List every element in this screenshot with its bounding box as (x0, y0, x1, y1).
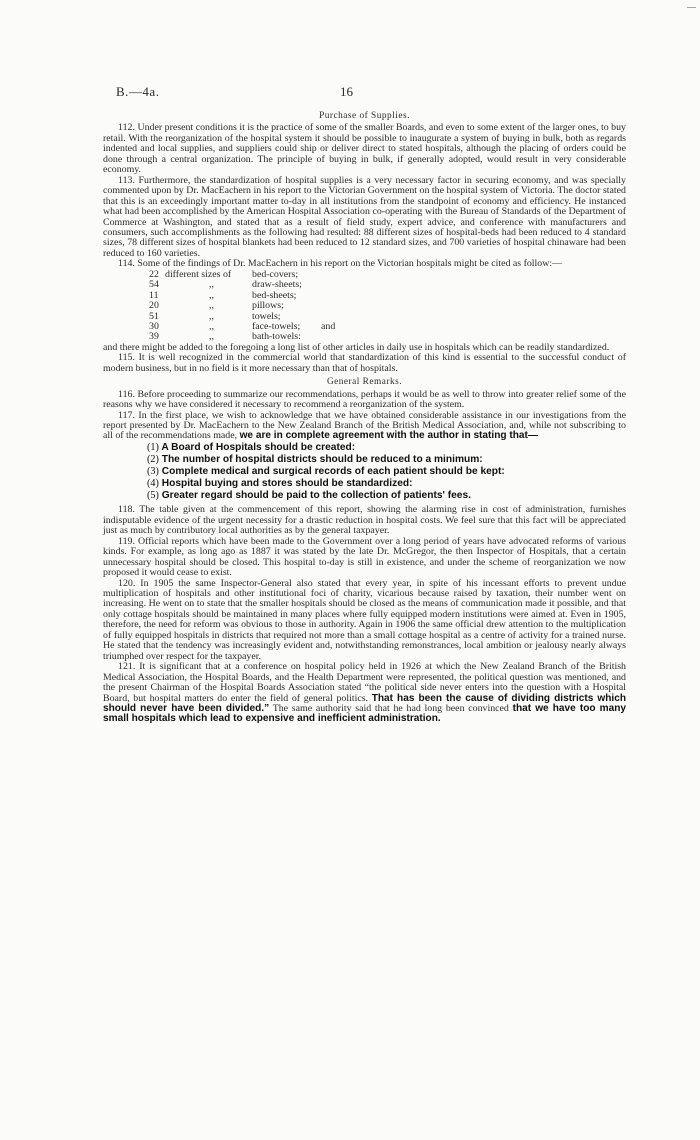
corner-mark: — (687, 2, 696, 12)
page-header (116, 84, 626, 100)
paragraph-114-continuation: and there might be added to the foregoing a long list of other articles in daily use in hospitals which can be readily standardized. (103, 341, 610, 353)
list-item: (2) The number of hospital districts should be reduced to a minimum: (147, 454, 483, 466)
list-item: (1) A Board of Hospitals should be created: (147, 441, 356, 453)
size-variety-list (103, 270, 626, 343)
list-item: 54 ,, draw-sheets; (149, 279, 302, 291)
section-heading-purchase: Purchase of Supplies. (319, 111, 410, 121)
agreement-statement: we are in complete agreement with the author in stating that— (239, 430, 538, 442)
list-item: 20 ,, pillows; (149, 300, 284, 312)
paragraph-116: 116. Before proceeding to summarize our recommendations, perhaps it would be as well to throw into greater relief some of the reasons why we have considered it necessary to recommend a reorganization of the system. (103, 388, 626, 411)
list-item: 39 ,, bath-towels: (149, 331, 301, 343)
list-item: (4) Hospital buying and stores should be standardized: (147, 478, 413, 490)
recommendations-list (103, 443, 626, 503)
paragraph-118: 118. The table given at the commencement of this report, showing the alarming rise in cost of administration, furnishes indisputable evidence of the urgent necessity for a drastic reduction in hospital costs. We feel sure that this fact will be appreciated just as much by contributory local authorities as by the general taxpayer. (103, 504, 626, 537)
list-item: 11 ,, bed-sheets; (149, 289, 297, 301)
page-number: 16 (340, 84, 353, 99)
document-code: B.—4a. (116, 84, 160, 99)
paragraph-112: 112. Under present conditions it is the practice of some of the smaller Boards, and even to some extent of the larger ones, to buy retail. With the reorganization of the hospital system it should be possible to inaugurate a system of buying in bulk, both as regards indented and local supplies, and suppliers could ship or deliver direct to stated hospitals, although the placing of orders could be done through a central organization. The principle of buying in bulk, if generally adopted, would result in very considerable economy. (103, 122, 626, 176)
paragraph-115: 115. It is well recognized in the commercial world that standardization of this kind is essential to the successful conduct of modern business, but in no field is it more necessary than that of hospitals. (103, 352, 626, 374)
emphasis-small-hospitals: that we have too many small hospitals which lead to expensive and inefficient administration. (103, 703, 626, 725)
paragraph-119: 119. Official reports which have been made to the Government over a long period of years have advocated reforms of various kinds. For example, as long ago as 1887 it was stated by the late Dr. McGregor, the then Inspector of Hospitals, that a certain unnecessary hospital should be closed. This hospital to-day is still in existence, and under the scheme of reorganization we now proposed it would cease to exist. (103, 535, 626, 579)
paragraph-120: 120. In 1905 the same Inspector-General also stated that every year, in spite of his incessant efforts to prevent undue multiplication of hospitals and other institutional foci of charity, vicarious because raised by taxation, their number went on increasing. He went on to state that the smaller hospitals should be closed as the means of communication made it possible, and that only cottage hospitals should be maintained in many places where fully equipped modern institutions were aimed at. Even in 1905, therefore, the need for reform was obvious to those in authority. Again in 1906 the same official drew attention to the multiplication of fully equipped hospitals in districts that required not more than a small cottage hospital as a centre of activity for a trained nurse. He stated that the tendency was increasingly evident and, notwithstanding remonstrances, local ambition or jealousy nearly always triumphed over respect for the taxpayer. (103, 577, 626, 662)
list-item: (5) Greater regard should be paid to the collection of patients' fees. (147, 490, 471, 502)
section-heading-general-remarks: General Remarks. (326, 377, 403, 388)
paragraph-113: 113. Furthermore, the standardization of hospital supplies is a very necessary factor in securing economy, and was specially commented upon by Dr. MacEachern in his report to the Victorian Government on the hospital system of Victoria. The doctor stated that this is an exceedingly important matter to-day in all institutions from the standpoint of economy and efficiency. He instanced what had been accomplished by the American Hospital Association co-operating with the Bureau of Standards of the Department of Commerce at Washington, and stated that as a result of field study, expert advice, and conference with manufacturers and consumers, such accomplishments as the following had resulted: 88 different sizes of hospital-beds had been reduced to 4 standard sizes, 78 different sizes of hospital blankets had been reduced to 12 standard sizes, and 700 varieties of hospital chinaware had been reduced to 160 varieties. (103, 174, 626, 259)
paragraph-117: 117. In the first place, we wish to acknowledge that we have obtained considerable assistance in our investigations from the report presented by Dr. MacEachern to the New Zealand Branch of the British Medical Association, and, while not subscribing to all of the recommendations made, we are in complete agreement with the author in stating that— (103, 409, 626, 442)
list-item: 22 different sizes of bed-covers; (149, 268, 299, 280)
paragraph-114: 114. Some of the findings of Dr. MacEachern in his report on the Victorian hospitals might be cited as follow:— (118, 258, 562, 270)
list-item: (3) Complete medical and surgical records of each patient should be kept: (147, 466, 505, 478)
paragraph-121: 121. It is significant that at a conference on hospital policy held in 1926 at which the New Zealand Branch of the British Medical Association, the Hospital Boards, and the Health Department were represented, the political question was mentioned, and the present Chairman of the Hospital Boards Association stated “the political side never enters into the question with a Hospital Board, but hospital matters do enter the field of general politics. That has been the cause of dividing districts which should never have been divided.” The same authority said that he had long been convinced that we have too many small hospitals which lead to expensive and inefficient administration. (103, 661, 626, 725)
main-column (103, 111, 626, 725)
list-item: 51 ,, towels; (149, 310, 281, 322)
list-item: 30 ,, face-towels; and (149, 320, 336, 332)
emphasis-dividing-districts: That has been the cause of dividing districts which should never have been divided.” (103, 692, 626, 715)
